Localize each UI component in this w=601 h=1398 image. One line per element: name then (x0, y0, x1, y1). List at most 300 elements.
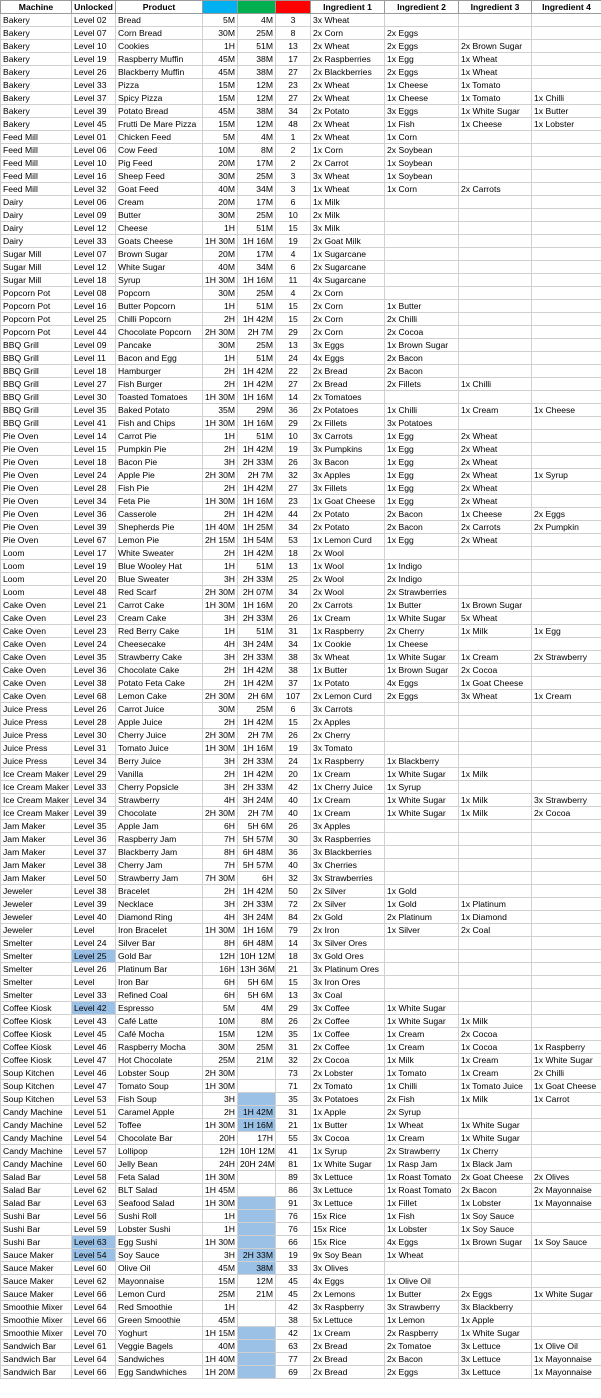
ingredient-1-cell[interactable]: 2x Bread (311, 378, 385, 391)
value-cell[interactable]: 30 (276, 833, 311, 846)
unlocked-cell[interactable]: Level 12 (72, 222, 116, 235)
time-cell[interactable]: 1H 30M (203, 742, 238, 755)
product-cell[interactable]: Gold Bar (116, 950, 203, 963)
ingredient-4-cell[interactable] (532, 1223, 601, 1236)
unlocked-cell[interactable]: Level 32 (72, 183, 116, 196)
header-ingredient-4[interactable]: Ingredient 4 (532, 1, 601, 14)
ingredient-2-cell[interactable] (385, 742, 459, 755)
unlocked-cell[interactable]: Level 07 (72, 27, 116, 40)
ingredient-1-cell[interactable]: 2x Silver (311, 885, 385, 898)
ingredient-3-cell[interactable]: 1x Tomato Juice (459, 1080, 532, 1093)
machine-cell[interactable]: Feed Mill (1, 157, 72, 170)
unlocked-cell[interactable]: Level 45 (72, 118, 116, 131)
ingredient-1-cell[interactable]: 3x Milk (311, 222, 385, 235)
ingredient-4-cell[interactable]: 1x Cheese (532, 404, 601, 417)
boosted-time-cell[interactable]: 38M (238, 1262, 276, 1275)
boosted-time-cell[interactable]: 17M (238, 157, 276, 170)
unlocked-cell[interactable]: Level 02 (72, 14, 116, 27)
machine-cell[interactable]: Pie Oven (1, 443, 72, 456)
boosted-time-cell[interactable]: 25M (238, 209, 276, 222)
ingredient-3-cell[interactable] (459, 937, 532, 950)
boosted-time-cell[interactable]: 21M (238, 1288, 276, 1301)
time-cell[interactable]: 3H (203, 755, 238, 768)
ingredient-3-cell[interactable] (459, 638, 532, 651)
ingredient-2-cell[interactable]: 1x Fish (385, 1210, 459, 1223)
ingredient-1-cell[interactable]: 2x Gold (311, 911, 385, 924)
machine-cell[interactable]: Soup Kitchen (1, 1067, 72, 1080)
value-cell[interactable]: 29 (276, 417, 311, 430)
ingredient-3-cell[interactable] (459, 586, 532, 599)
value-cell[interactable]: 6 (276, 703, 311, 716)
ingredient-1-cell[interactable]: 2x Bread (311, 1340, 385, 1353)
ingredient-2-cell[interactable]: 1x Roast Tomato (385, 1184, 459, 1197)
boosted-time-cell[interactable]: 1H 42M (238, 664, 276, 677)
machine-cell[interactable]: Jam Maker (1, 846, 72, 859)
value-cell[interactable]: 25 (276, 573, 311, 586)
machine-cell[interactable]: Feed Mill (1, 170, 72, 183)
machine-cell[interactable]: Sugar Mill (1, 274, 72, 287)
unlocked-cell[interactable]: Level 18 (72, 274, 116, 287)
ingredient-4-cell[interactable] (532, 976, 601, 989)
unlocked-cell[interactable]: Level 16 (72, 170, 116, 183)
time-cell[interactable]: 1H (203, 352, 238, 365)
unlocked-cell[interactable]: Level 17 (72, 547, 116, 560)
machine-cell[interactable]: Sugar Mill (1, 248, 72, 261)
machine-cell[interactable]: Bakery (1, 27, 72, 40)
time-cell[interactable]: 8H (203, 846, 238, 859)
ingredient-4-cell[interactable] (532, 1314, 601, 1327)
value-cell[interactable]: 48 (276, 118, 311, 131)
ingredient-4-cell[interactable] (532, 352, 601, 365)
value-cell[interactable]: 11 (276, 274, 311, 287)
ingredient-1-cell[interactable]: 1x Raspberry (311, 625, 385, 638)
boosted-time-cell[interactable]: 25M (238, 287, 276, 300)
ingredient-1-cell[interactable]: 2x Cocoa (311, 1054, 385, 1067)
ingredient-2-cell[interactable] (385, 820, 459, 833)
ingredient-3-cell[interactable] (459, 1002, 532, 1015)
boosted-time-cell[interactable] (238, 1340, 276, 1353)
unlocked-cell[interactable]: Level 30 (72, 391, 116, 404)
machine-cell[interactable]: Juice Press (1, 703, 72, 716)
value-cell[interactable]: 14 (276, 937, 311, 950)
ingredient-2-cell[interactable]: 2x Chilli (385, 313, 459, 326)
ingredient-4-cell[interactable] (532, 339, 601, 352)
ingredient-3-cell[interactable]: 1x Wheat (459, 53, 532, 66)
machine-cell[interactable]: Pie Oven (1, 430, 72, 443)
ingredient-2-cell[interactable]: 1x Tomato (385, 1067, 459, 1080)
value-cell[interactable]: 20 (276, 768, 311, 781)
boosted-time-cell[interactable]: 1H 42M (238, 768, 276, 781)
ingredient-3-cell[interactable] (459, 963, 532, 976)
product-cell[interactable]: Baked Potato (116, 404, 203, 417)
ingredient-3-cell[interactable]: 1x Soy Sauce (459, 1210, 532, 1223)
unlocked-cell[interactable]: Level 52 (72, 1119, 116, 1132)
unlocked-cell[interactable]: Level 18 (72, 456, 116, 469)
machine-cell[interactable]: Feed Mill (1, 131, 72, 144)
boosted-time-cell[interactable]: 51M (238, 40, 276, 53)
product-cell[interactable]: Egg Sushi (116, 1236, 203, 1249)
ingredient-4-cell[interactable] (532, 612, 601, 625)
value-cell[interactable]: 72 (276, 898, 311, 911)
ingredient-2-cell[interactable] (385, 937, 459, 950)
product-cell[interactable]: Cherry Popsicle (116, 781, 203, 794)
unlocked-cell[interactable]: Level 60 (72, 1262, 116, 1275)
ingredient-4-cell[interactable] (532, 937, 601, 950)
product-cell[interactable]: BLT Salad (116, 1184, 203, 1197)
time-cell[interactable]: 3H (203, 898, 238, 911)
ingredient-4-cell[interactable] (532, 287, 601, 300)
unlocked-cell[interactable]: Level 28 (72, 482, 116, 495)
ingredient-1-cell[interactable]: 3x Raspberries (311, 833, 385, 846)
time-cell[interactable]: 30M (203, 339, 238, 352)
unlocked-cell[interactable]: Level 61 (72, 1340, 116, 1353)
time-cell[interactable]: 15M (203, 1275, 238, 1288)
ingredient-2-cell[interactable]: 1x Egg (385, 469, 459, 482)
boosted-time-cell[interactable]: 1H 16M (238, 495, 276, 508)
ingredient-2-cell[interactable] (385, 833, 459, 846)
ingredient-4-cell[interactable] (532, 859, 601, 872)
ingredient-3-cell[interactable]: 2x Cocoa (459, 1028, 532, 1041)
product-cell[interactable]: Vanilla (116, 768, 203, 781)
value-cell[interactable]: 15 (276, 976, 311, 989)
ingredient-1-cell[interactable]: 2x Cherry (311, 729, 385, 742)
ingredient-4-cell[interactable] (532, 1249, 601, 1262)
boosted-time-cell[interactable]: 1H 42M (238, 716, 276, 729)
ingredient-2-cell[interactable] (385, 209, 459, 222)
ingredient-1-cell[interactable]: 1x Cherry Juice (311, 781, 385, 794)
ingredient-1-cell[interactable]: 1x Cream (311, 807, 385, 820)
ingredient-1-cell[interactable]: 2x Wheat (311, 92, 385, 105)
product-cell[interactable]: White Sugar (116, 261, 203, 274)
boosted-time-cell[interactable]: 2H 33M (238, 612, 276, 625)
time-cell[interactable]: 20M (203, 196, 238, 209)
time-cell[interactable]: 2H (203, 664, 238, 677)
ingredient-4-cell[interactable] (532, 456, 601, 469)
value-cell[interactable]: 79 (276, 924, 311, 937)
boosted-time-cell[interactable]: 25M (238, 1041, 276, 1054)
product-cell[interactable]: Potato Feta Cake (116, 677, 203, 690)
ingredient-4-cell[interactable] (532, 300, 601, 313)
machine-cell[interactable]: Bakery (1, 40, 72, 53)
time-cell[interactable]: 3H (203, 1249, 238, 1262)
unlocked-cell[interactable]: Level 37 (72, 92, 116, 105)
machine-cell[interactable]: Candy Machine (1, 1119, 72, 1132)
ingredient-2-cell[interactable]: 2x Indigo (385, 573, 459, 586)
value-cell[interactable]: 2 (276, 157, 311, 170)
product-cell[interactable]: Frutti De Mare Pizza (116, 118, 203, 131)
time-cell[interactable]: 8H (203, 937, 238, 950)
ingredient-2-cell[interactable]: 1x White Sugar (385, 1002, 459, 1015)
time-cell[interactable]: 4H (203, 638, 238, 651)
value-cell[interactable]: 27 (276, 482, 311, 495)
machine-cell[interactable]: Feed Mill (1, 144, 72, 157)
ingredient-1-cell[interactable]: 4x Eggs (311, 352, 385, 365)
time-cell[interactable]: 2H 30M (203, 1067, 238, 1080)
unlocked-cell[interactable]: Level 24 (72, 937, 116, 950)
value-cell[interactable]: 8 (276, 27, 311, 40)
time-cell[interactable]: 24H (203, 1158, 238, 1171)
time-cell[interactable]: 2H (203, 482, 238, 495)
ingredient-1-cell[interactable]: 3x Lettuce (311, 1197, 385, 1210)
value-cell[interactable]: 17 (276, 53, 311, 66)
ingredient-2-cell[interactable]: 2x Strawberry (385, 1145, 459, 1158)
boosted-time-cell[interactable] (238, 1301, 276, 1314)
ingredient-4-cell[interactable]: 2x Chilli (532, 1067, 601, 1080)
ingredient-3-cell[interactable]: 1x Milk (459, 1093, 532, 1106)
value-cell[interactable]: 26 (276, 729, 311, 742)
ingredient-1-cell[interactable]: 2x Bread (311, 1366, 385, 1379)
ingredient-4-cell[interactable] (532, 261, 601, 274)
time-cell[interactable]: 2H (203, 365, 238, 378)
value-cell[interactable]: 35 (276, 1093, 311, 1106)
ingredient-3-cell[interactable]: 1x Goat Cheese (459, 677, 532, 690)
boosted-time-cell[interactable]: 17H (238, 1132, 276, 1145)
ingredient-3-cell[interactable]: 1x Wheat (459, 66, 532, 79)
time-cell[interactable]: 6H (203, 989, 238, 1002)
machine-cell[interactable]: Jeweler (1, 898, 72, 911)
time-cell[interactable]: 20M (203, 248, 238, 261)
time-cell[interactable]: 1H (203, 222, 238, 235)
unlocked-cell[interactable]: Level 66 (72, 1288, 116, 1301)
ingredient-4-cell[interactable]: 2x Cocoa (532, 807, 601, 820)
unlocked-cell[interactable]: Level 64 (72, 1301, 116, 1314)
ingredient-1-cell[interactable]: 2x Wheat (311, 118, 385, 131)
time-cell[interactable]: 45M (203, 1314, 238, 1327)
value-cell[interactable]: 69 (276, 1366, 311, 1379)
unlocked-cell[interactable]: Level 18 (72, 365, 116, 378)
time-cell[interactable]: 1H 20M (203, 1366, 238, 1379)
value-cell[interactable]: 4 (276, 248, 311, 261)
boosted-time-cell[interactable]: 2H 7M (238, 469, 276, 482)
value-cell[interactable]: 107 (276, 690, 311, 703)
unlocked-cell[interactable]: Level 11 (72, 352, 116, 365)
boosted-time-cell[interactable]: 38M (238, 53, 276, 66)
product-cell[interactable]: Red Berry Cake (116, 625, 203, 638)
ingredient-1-cell[interactable]: 1x Raspberry (311, 755, 385, 768)
product-cell[interactable]: Sandwiches (116, 1353, 203, 1366)
unlocked-cell[interactable]: Level 25 (72, 313, 116, 326)
time-cell[interactable]: 1H (203, 1210, 238, 1223)
unlocked-cell[interactable]: Level 36 (72, 664, 116, 677)
product-cell[interactable]: Chocolate Bar (116, 1132, 203, 1145)
ingredient-4-cell[interactable]: 1x White Sugar (532, 1288, 601, 1301)
product-cell[interactable]: Olive Oil (116, 1262, 203, 1275)
machine-cell[interactable]: BBQ Grill (1, 339, 72, 352)
ingredient-2-cell[interactable]: 2x Bacon (385, 508, 459, 521)
ingredient-2-cell[interactable]: 2x Bacon (385, 352, 459, 365)
ingredient-3-cell[interactable]: 1x White Sugar (459, 1327, 532, 1340)
ingredient-1-cell[interactable]: 2x Lobster (311, 1067, 385, 1080)
ingredient-2-cell[interactable]: 1x Brown Sugar (385, 339, 459, 352)
ingredient-4-cell[interactable] (532, 53, 601, 66)
ingredient-4-cell[interactable] (532, 495, 601, 508)
ingredient-1-cell[interactable]: 3x Pumpkins (311, 443, 385, 456)
ingredient-1-cell[interactable]: 3x Wheat (311, 651, 385, 664)
header-product[interactable]: Product (116, 1, 203, 14)
machine-cell[interactable]: Cake Oven (1, 677, 72, 690)
machine-cell[interactable]: Smoothie Mixer (1, 1301, 72, 1314)
ingredient-1-cell[interactable]: 1x Wool (311, 560, 385, 573)
ingredient-4-cell[interactable] (532, 846, 601, 859)
value-cell[interactable]: 31 (276, 625, 311, 638)
header-blue-swatch[interactable] (203, 1, 238, 14)
ingredient-2-cell[interactable]: 1x Fish (385, 118, 459, 131)
ingredient-2-cell[interactable] (385, 222, 459, 235)
time-cell[interactable]: 2H 30M (203, 469, 238, 482)
machine-cell[interactable]: Loom (1, 586, 72, 599)
ingredient-2-cell[interactable]: 1x Egg (385, 443, 459, 456)
time-cell[interactable]: 10M (203, 144, 238, 157)
ingredient-1-cell[interactable]: 2x Sugarcane (311, 261, 385, 274)
ingredient-4-cell[interactable]: 1x Carrot (532, 1093, 601, 1106)
product-cell[interactable]: Lobster Soup (116, 1067, 203, 1080)
unlocked-cell[interactable]: Level 19 (72, 560, 116, 573)
ingredient-3-cell[interactable]: 1x Tomato (459, 79, 532, 92)
time-cell[interactable]: 20M (203, 157, 238, 170)
product-cell[interactable]: Lemon Curd (116, 1288, 203, 1301)
ingredient-4-cell[interactable] (532, 430, 601, 443)
boosted-time-cell[interactable]: 17M (238, 196, 276, 209)
ingredient-4-cell[interactable]: 2x Mayonnaise (532, 1184, 601, 1197)
ingredient-4-cell[interactable]: 1x Chilli (532, 92, 601, 105)
unlocked-cell[interactable]: Level 35 (72, 820, 116, 833)
header-ingredient-2[interactable]: Ingredient 2 (385, 1, 459, 14)
time-cell[interactable]: 2H (203, 547, 238, 560)
machine-cell[interactable]: Bakery (1, 92, 72, 105)
ingredient-4-cell[interactable] (532, 742, 601, 755)
unlocked-cell[interactable]: Level 14 (72, 430, 116, 443)
ingredient-4-cell[interactable] (532, 482, 601, 495)
machine-cell[interactable]: Pie Oven (1, 495, 72, 508)
ingredient-3-cell[interactable] (459, 27, 532, 40)
ingredient-4-cell[interactable] (532, 924, 601, 937)
product-cell[interactable]: Goat Feed (116, 183, 203, 196)
value-cell[interactable]: 23 (276, 495, 311, 508)
time-cell[interactable]: 1H 45M (203, 1184, 238, 1197)
product-cell[interactable]: Blue Wooley Hat (116, 560, 203, 573)
ingredient-2-cell[interactable]: 2x Cocoa (385, 326, 459, 339)
ingredient-2-cell[interactable]: 3x Strawberry (385, 1301, 459, 1314)
ingredient-4-cell[interactable] (532, 1145, 601, 1158)
time-cell[interactable]: 2H (203, 716, 238, 729)
ingredient-1-cell[interactable]: 3x Carrots (311, 703, 385, 716)
boosted-time-cell[interactable]: 38M (238, 105, 276, 118)
ingredient-1-cell[interactable]: 3x Potatoes (311, 1093, 385, 1106)
ingredient-3-cell[interactable] (459, 261, 532, 274)
value-cell[interactable]: 19 (276, 235, 311, 248)
ingredient-4-cell[interactable] (532, 66, 601, 79)
machine-cell[interactable]: Bakery (1, 53, 72, 66)
machine-cell[interactable]: Cake Oven (1, 638, 72, 651)
ingredient-3-cell[interactable] (459, 573, 532, 586)
ingredient-3-cell[interactable]: 2x Cocoa (459, 664, 532, 677)
ingredient-1-cell[interactable]: 3x Apples (311, 820, 385, 833)
value-cell[interactable]: 77 (276, 1353, 311, 1366)
ingredient-3-cell[interactable] (459, 950, 532, 963)
ingredient-1-cell[interactable]: 15x Rice (311, 1210, 385, 1223)
value-cell[interactable]: 36 (276, 846, 311, 859)
ingredient-4-cell[interactable] (532, 1158, 601, 1171)
time-cell[interactable]: 2H 30M (203, 326, 238, 339)
product-cell[interactable]: White Sweater (116, 547, 203, 560)
ingredient-2-cell[interactable]: 1x Corn (385, 183, 459, 196)
time-cell[interactable]: 2H (203, 378, 238, 391)
ingredient-2-cell[interactable]: 1x White Sugar (385, 807, 459, 820)
machine-cell[interactable]: Candy Machine (1, 1132, 72, 1145)
time-cell[interactable]: 7H 30M (203, 872, 238, 885)
value-cell[interactable]: 42 (276, 1327, 311, 1340)
unlocked-cell[interactable]: Level 30 (72, 729, 116, 742)
ingredient-3-cell[interactable]: 3x Lettuce (459, 1366, 532, 1379)
header-ingredient-3[interactable]: Ingredient 3 (459, 1, 532, 14)
ingredient-1-cell[interactable]: 2x Apples (311, 716, 385, 729)
product-cell[interactable]: Yoghurt (116, 1327, 203, 1340)
ingredient-3-cell[interactable] (459, 170, 532, 183)
time-cell[interactable]: 45M (203, 1262, 238, 1275)
product-cell[interactable]: Pumpkin Pie (116, 443, 203, 456)
boosted-time-cell[interactable] (238, 1353, 276, 1366)
unlocked-cell[interactable]: Level 08 (72, 287, 116, 300)
machine-cell[interactable]: Pie Oven (1, 482, 72, 495)
ingredient-2-cell[interactable] (385, 547, 459, 560)
boosted-time-cell[interactable]: 1H 42M (238, 885, 276, 898)
ingredient-3-cell[interactable]: 1x Cream (459, 1054, 532, 1067)
ingredient-3-cell[interactable] (459, 1275, 532, 1288)
ingredient-4-cell[interactable] (532, 209, 601, 222)
product-cell[interactable]: Syrup (116, 274, 203, 287)
time-cell[interactable]: 15M (203, 1028, 238, 1041)
ingredient-4-cell[interactable] (532, 40, 601, 53)
ingredient-4-cell[interactable] (532, 716, 601, 729)
product-cell[interactable]: Chocolate Cake (116, 664, 203, 677)
ingredient-3-cell[interactable] (459, 391, 532, 404)
ingredient-3-cell[interactable]: 1x White Sugar (459, 105, 532, 118)
boosted-time-cell[interactable]: 25M (238, 170, 276, 183)
boosted-time-cell[interactable]: 3H 24M (238, 638, 276, 651)
machine-cell[interactable]: Smoothie Mixer (1, 1314, 72, 1327)
ingredient-4-cell[interactable] (532, 664, 601, 677)
product-cell[interactable]: Sheep Feed (116, 170, 203, 183)
time-cell[interactable]: 2H 30M (203, 807, 238, 820)
machine-cell[interactable]: Cake Oven (1, 612, 72, 625)
value-cell[interactable]: 26 (276, 1015, 311, 1028)
value-cell[interactable]: 84 (276, 911, 311, 924)
unlocked-cell[interactable]: Level 39 (72, 105, 116, 118)
header-machine[interactable]: Machine (1, 1, 72, 14)
product-cell[interactable]: Red Smoothie (116, 1301, 203, 1314)
ingredient-3-cell[interactable]: 1x Chilli (459, 378, 532, 391)
ingredient-2-cell[interactable]: 1x Egg (385, 456, 459, 469)
value-cell[interactable]: 10 (276, 209, 311, 222)
boosted-time-cell[interactable]: 1H 42M (238, 313, 276, 326)
boosted-time-cell[interactable]: 2H 6M (238, 690, 276, 703)
boosted-time-cell[interactable]: 51M (238, 560, 276, 573)
boosted-time-cell[interactable]: 51M (238, 625, 276, 638)
product-cell[interactable]: Cream (116, 196, 203, 209)
machine-cell[interactable]: Bakery (1, 118, 72, 131)
unlocked-cell[interactable]: Level 34 (72, 794, 116, 807)
time-cell[interactable]: 1H 30M (203, 391, 238, 404)
value-cell[interactable]: 29 (276, 326, 311, 339)
ingredient-3-cell[interactable] (459, 157, 532, 170)
unlocked-cell[interactable]: Level 56 (72, 1210, 116, 1223)
machine-cell[interactable]: Loom (1, 573, 72, 586)
unlocked-cell[interactable]: Level 29 (72, 768, 116, 781)
time-cell[interactable]: 15M (203, 92, 238, 105)
time-cell[interactable]: 25M (203, 1054, 238, 1067)
boosted-time-cell[interactable]: 12M (238, 1275, 276, 1288)
machine-cell[interactable]: Smelter (1, 963, 72, 976)
